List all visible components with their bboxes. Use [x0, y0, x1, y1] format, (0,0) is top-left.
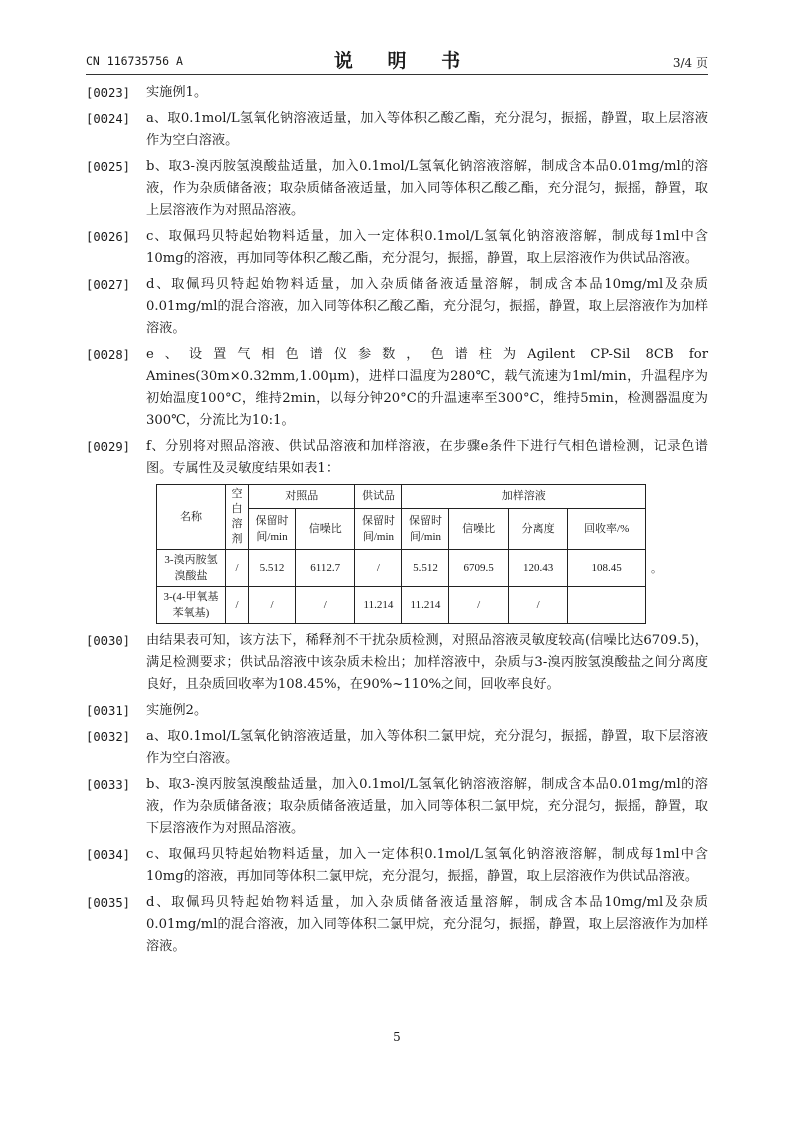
paragraph — [86, 82, 708, 104]
paragraph-text: 由结果表可知，该方法下，稀释剂不干扰杂质检测，对照品溶液灵敏度较高(信噪比达6709.5)，满足检测要求；供试品溶液中该杂质未检出；加样溶液中，杂质与3-溴丙胺氢溴酸盐之间分离度良好，且杂质回收率为108.45%，在90%~110%之间，回收率良好。 — [146, 633, 708, 692]
paragraphs-after-table — [86, 630, 708, 958]
row-spike-sn: / — [449, 587, 508, 624]
page-number: 5 — [393, 1030, 401, 1044]
paragraph-number: [0024] — [86, 112, 131, 126]
header-spike: 加样溶液 — [402, 485, 646, 509]
row-spike-rt: 11.214 — [402, 587, 449, 624]
paragraph-text: b、取3-溴丙胺氢溴酸盐适量，加入0.1mol/L氢氧化钠溶液溶解，制成含本品0.01mg/ml的溶液，作为杂质储备液；取杂质储备液适量，加入同等体积二氯甲烷，充分混匀，振摇，静置，取下层溶液作为对照品溶液。 — [146, 777, 708, 836]
paragraph-text: a、取0.1mol/L氢氧化钠溶液适量，加入等体积乙酸乙酯，充分混匀，振摇，静置，取上层溶液作为空白溶液。 — [146, 111, 708, 148]
header-test: 供试品 — [355, 485, 402, 509]
row-ref-sn: / — [296, 587, 355, 624]
row-ref-rt: 5.512 — [249, 550, 296, 587]
header-spike-res: 分离度 — [508, 508, 567, 549]
paragraph — [86, 726, 708, 770]
paragraph-number: [0025] — [86, 160, 131, 174]
header-blank: 空白溶剂 — [226, 485, 249, 550]
results-table — [156, 484, 646, 624]
paragraph-text: b、取3-溴丙胺氢溴酸盐适量，加入0.1mol/L氢氧化钠溶液溶解，制成含本品0.01mg/ml的溶液，作为杂质储备液；取杂质储备液适量，加入同等体积乙酸乙酯，充分混匀，振摇，静置，取上层溶液作为对照品溶液。 — [146, 159, 708, 218]
paragraph-number: [0028] — [86, 348, 131, 362]
paragraph — [86, 156, 708, 222]
paragraph-number: [0034] — [86, 848, 131, 862]
paragraph-text: f、分别将对照品溶液、供试品溶液和加样溶液，在步骤e条件下进行气相色谱检测，记录色谱图。专属性及灵敏度结果如表1： — [146, 439, 708, 476]
paragraph — [86, 344, 708, 432]
paragraph-number: [0031] — [86, 704, 131, 718]
paragraph — [86, 436, 708, 480]
paragraph-text: e、设置气相色谱仪参数，色谱柱为Agilent CP-Sil 8CB for Amines(30m×0.32mm,1.00μm)，进样口温度为280℃，载气流速为1ml/min，升温程序为初始温度100°C，维持2min，以每分钟20°C的升温速率至300°C，维持5min，检测器温度为300℃，分流比为10:1。 — [146, 347, 708, 428]
paragraph — [86, 630, 708, 696]
row-ref-sn: 6112.7 — [296, 550, 355, 587]
paragraph — [86, 844, 708, 888]
paragraph-number: [0035] — [86, 896, 131, 910]
row-ref-rt: / — [249, 587, 296, 624]
table-trailing-mark: 。 — [651, 562, 662, 575]
row-test-rt: 11.214 — [355, 587, 402, 624]
page-header — [86, 46, 708, 75]
paragraph — [86, 774, 708, 840]
paragraph — [86, 226, 708, 270]
paragraph — [86, 700, 708, 722]
paragraph-text: a、取0.1mol/L氢氧化钠溶液适量，加入等体积二氯甲烷，充分混匀，振摇，静置，取下层溶液作为空白溶液。 — [146, 729, 708, 766]
paragraph — [86, 892, 708, 958]
paragraph-text: c、取佩玛贝特起始物料适量，加入一定体积0.1mol/L氢氧化钠溶液溶解，制成每1ml中含10mg的溶液，再加同等体积乙酸乙酯，充分混匀，振摇，静置，取上层溶液作为供试品溶液。 — [146, 229, 708, 266]
row-name: 3-溴丙胺氢溴酸盐 — [157, 550, 226, 587]
row-name: 3-(4-甲氧基苯氧基) — [157, 587, 226, 624]
paragraph-number: [0023] — [86, 86, 131, 100]
patent-number: CN 116735756 A — [86, 54, 183, 68]
paragraph — [86, 108, 708, 152]
header-spike-sn: 信噪比 — [449, 508, 508, 549]
paragraph-text: d、取佩玛贝特起始物料适量，加入杂质储备液适量溶解，制成含本品10mg/ml及杂质0.01mg/ml的混合溶液，加入同等体积二氯甲烷，充分混匀，振摇，静置，取上层溶液作为加样溶液。 — [146, 895, 708, 954]
row-spike-res: / — [508, 587, 567, 624]
header-spike-rt: 保留时间/min — [402, 508, 449, 549]
paragraph-text: 实施例2。 — [146, 703, 208, 718]
row-spike-res: 120.43 — [508, 550, 567, 587]
results-table-wrap — [156, 484, 662, 624]
paragraph-number: [0026] — [86, 230, 131, 244]
row-spike-rec: 108.45 — [568, 550, 646, 587]
paragraph-number: [0027] — [86, 278, 131, 292]
header-ref: 对照品 — [249, 485, 355, 509]
row-spike-rec — [568, 587, 646, 624]
header-ref-rt: 保留时间/min — [249, 508, 296, 549]
page-of: 3/4 页 — [672, 56, 708, 70]
paragraph-number: [0030] — [86, 634, 131, 648]
paragraph — [86, 274, 708, 340]
paragraph-number: [0029] — [86, 440, 131, 454]
paragraph-text: 实施例1。 — [146, 85, 208, 100]
row-blank: / — [226, 550, 249, 587]
document-body — [86, 82, 708, 962]
table-row — [157, 587, 646, 624]
paragraph-text: c、取佩玛贝特起始物料适量，加入一定体积0.1mol/L氢氧化钠溶液溶解，制成每1ml中含10mg的溶液，再加同等体积二氯甲烷，充分混匀，振摇，静置，取上层溶液作为供试品溶液。 — [146, 847, 708, 884]
row-spike-sn: 6709.5 — [449, 550, 508, 587]
row-test-rt: / — [355, 550, 402, 587]
row-blank: / — [226, 587, 249, 624]
paragraph-number: [0033] — [86, 778, 131, 792]
header-ref-sn: 信噪比 — [296, 508, 355, 549]
table-row — [157, 550, 646, 587]
paragraph-text: d、取佩玛贝特起始物料适量，加入杂质储备液适量溶解，制成含本品10mg/ml及杂质0.01mg/ml的混合溶液，加入同等体积乙酸乙酯，充分混匀，振摇，静置，取上层溶液作为加样溶液。 — [146, 277, 708, 336]
paragraph-number: [0032] — [86, 730, 131, 744]
header-spike-rec: 回收率/% — [568, 508, 646, 549]
paragraphs-before-table — [86, 82, 708, 480]
row-spike-rt: 5.512 — [402, 550, 449, 587]
header-name: 名称 — [157, 485, 226, 550]
header-test-rt: 保留时间/min — [355, 508, 402, 549]
document-title: 说 明 书 — [333, 50, 475, 72]
